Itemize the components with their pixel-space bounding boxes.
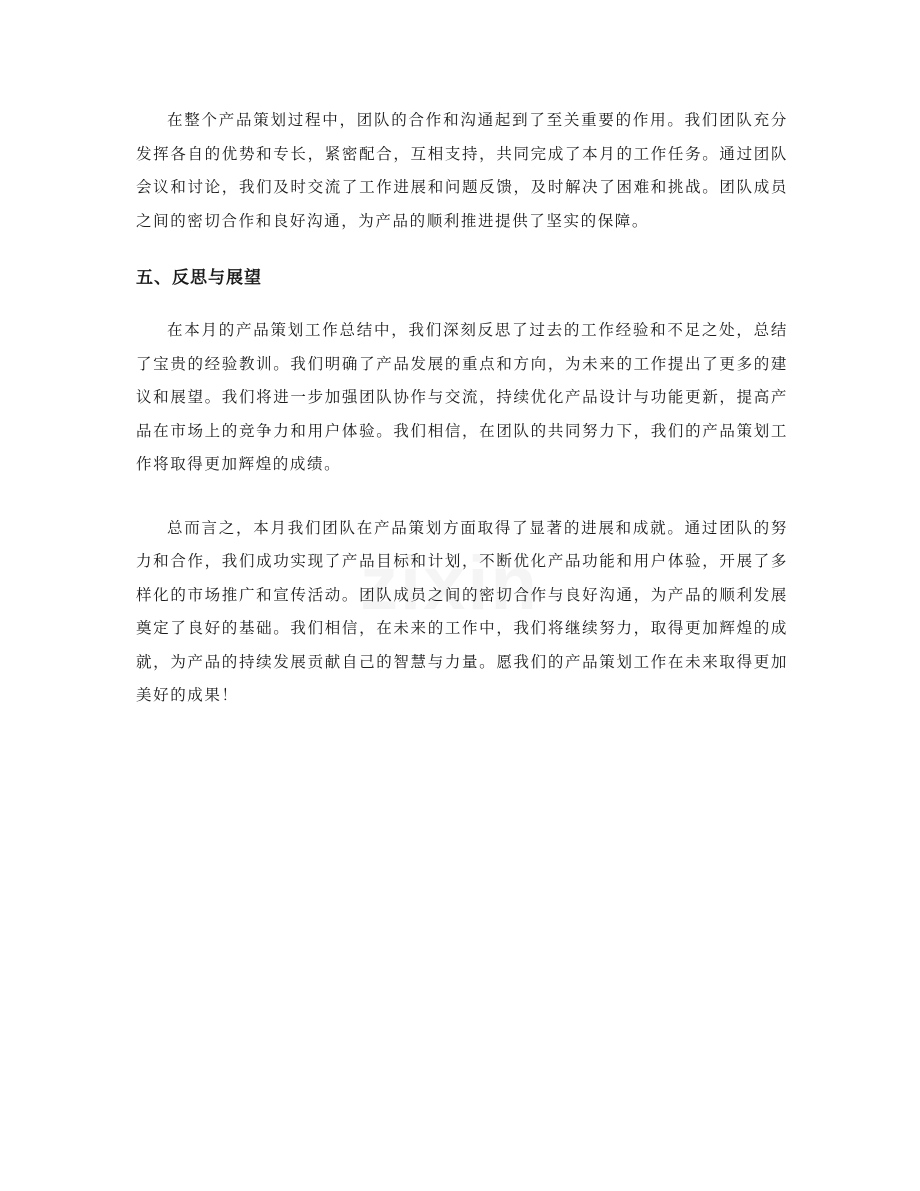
- watermark: zixin: [360, 541, 539, 626]
- document-body: [136, 104, 788, 713]
- section-heading-reflection: 五、反思与展望: [136, 268, 262, 288]
- paragraph-conclusion: 总而言之，本月我们团队在产品策划方面取得了显著的进展和成就。通过团队的努力和合作，我们成功实现了产品目标和计划，不断优化产品功能和用户体验，开展了多样化的市场推广和宣传活动。团队成员之间的密切合作与良好沟通，为产品的顺利发展奠定了良好的基础。我们相信，在未来的工作中，我们将继续努力，取得更加辉煌的成就，为产品的持续发展贡献自己的智慧与力量。愿我们的产品策划工作在未来取得更加美好的成果！: [136, 518, 788, 704]
- paragraph-team-collaboration: 在整个产品策划过程中，团队的合作和沟通起到了至关重要的作用。我们团队充分发挥各自的优势和专长，紧密配合，互相支持，共同完成了本月的工作任务。通过团队会议和讨论，我们及时交流了工作进展和问题反馈，及时解决了困难和挑战。团队成员之间的密切合作和良好沟通，为产品的顺利推进提供了坚实的保障。: [136, 111, 788, 230]
- paragraph-reflection: 在本月的产品策划工作总结中，我们深刻反思了过去的工作经验和不足之处，总结了宝贵的经验教训。我们明确了产品发展的重点和方向，为未来的工作提出了更多的建议和展望。我们将进一步加强团队协作与交流，持续优化产品设计与功能更新，提高产品在市场上的竞争力和用户体验。我们相信，在团队的共同努力下，我们的产品策划工作将取得更加辉煌的成绩。: [136, 321, 788, 473]
